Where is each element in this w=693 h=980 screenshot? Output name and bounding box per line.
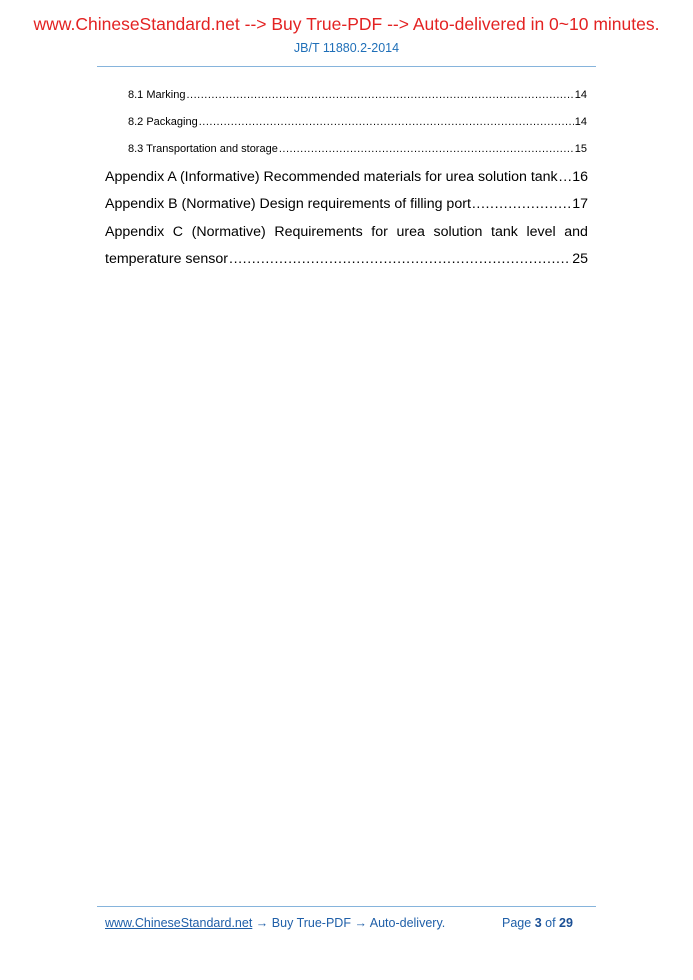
page-of-label: of	[545, 916, 556, 930]
toc-entry-appendix-c-line2[interactable]	[105, 251, 588, 267]
toc-page-number: 25	[572, 251, 588, 267]
toc-entry-label: 8.3 Transportation and storage	[128, 143, 278, 155]
toc-page-number: 17	[572, 196, 588, 212]
arrow-right-icon: →	[255, 916, 269, 930]
toc-page-number: 16	[572, 169, 588, 185]
toc-entry-8-2[interactable]	[128, 116, 587, 128]
toc-page-number: 14	[574, 116, 587, 128]
footer-promo	[105, 916, 445, 930]
toc-leader	[279, 143, 574, 155]
page-total: 29	[559, 916, 573, 930]
header-banner: www.ChineseStandard.net --> Buy True-PDF --> Auto-delivered in 0~10 minutes.	[33, 14, 660, 34]
toc-entry-appendix-a[interactable]	[105, 169, 588, 185]
page-indicator	[502, 916, 573, 930]
header-divider	[97, 66, 596, 67]
toc-leader	[472, 196, 571, 212]
footer-site-link[interactable]: www.ChineseStandard.net	[105, 916, 253, 930]
toc-word: and	[564, 224, 588, 240]
toc-entry-8-3[interactable]	[128, 143, 587, 155]
toc-entry-appendix-c-line1[interactable]	[105, 224, 588, 240]
toc-word: C	[172, 224, 184, 240]
toc-entry-label: Appendix A (Informative) Recommended materials for urea solution tank	[105, 169, 558, 185]
toc-leader	[199, 116, 574, 128]
toc-entry-label: temperature sensor	[105, 251, 229, 267]
toc-word: Appendix	[105, 224, 165, 240]
toc-leader	[229, 251, 571, 267]
footer-divider	[97, 906, 596, 907]
toc-word: (Normative)	[191, 224, 266, 240]
page-current: 3	[534, 916, 542, 930]
toc-word: level	[526, 224, 556, 240]
footer-text-delivery: Auto-delivery.	[369, 916, 446, 930]
toc-entry-label: 8.1 Marking	[128, 89, 186, 101]
toc-page-number: 15	[574, 143, 587, 155]
toc-entry-label: 8.2 Packaging	[128, 116, 198, 128]
arrow-right-icon: →	[354, 916, 367, 930]
page-label: Page	[502, 916, 532, 930]
toc-word: Requirements	[274, 224, 363, 240]
toc-word: urea	[396, 224, 425, 240]
toc-entry-8-1[interactable]	[128, 89, 587, 101]
toc-entry-label: Appendix B (Normative) Design requirements of filling port	[105, 196, 471, 212]
toc-word: for	[371, 224, 388, 240]
toc-leader	[186, 89, 573, 101]
toc-leader	[559, 169, 572, 185]
toc-page-number: 14	[574, 89, 587, 101]
document-number: JB/T 11880.2-2014	[293, 41, 400, 55]
toc-word: tank	[491, 224, 518, 240]
footer-text-buy: Buy True-PDF	[271, 916, 351, 930]
toc-word: solution	[433, 224, 483, 240]
toc-entry-appendix-b[interactable]	[105, 196, 588, 212]
